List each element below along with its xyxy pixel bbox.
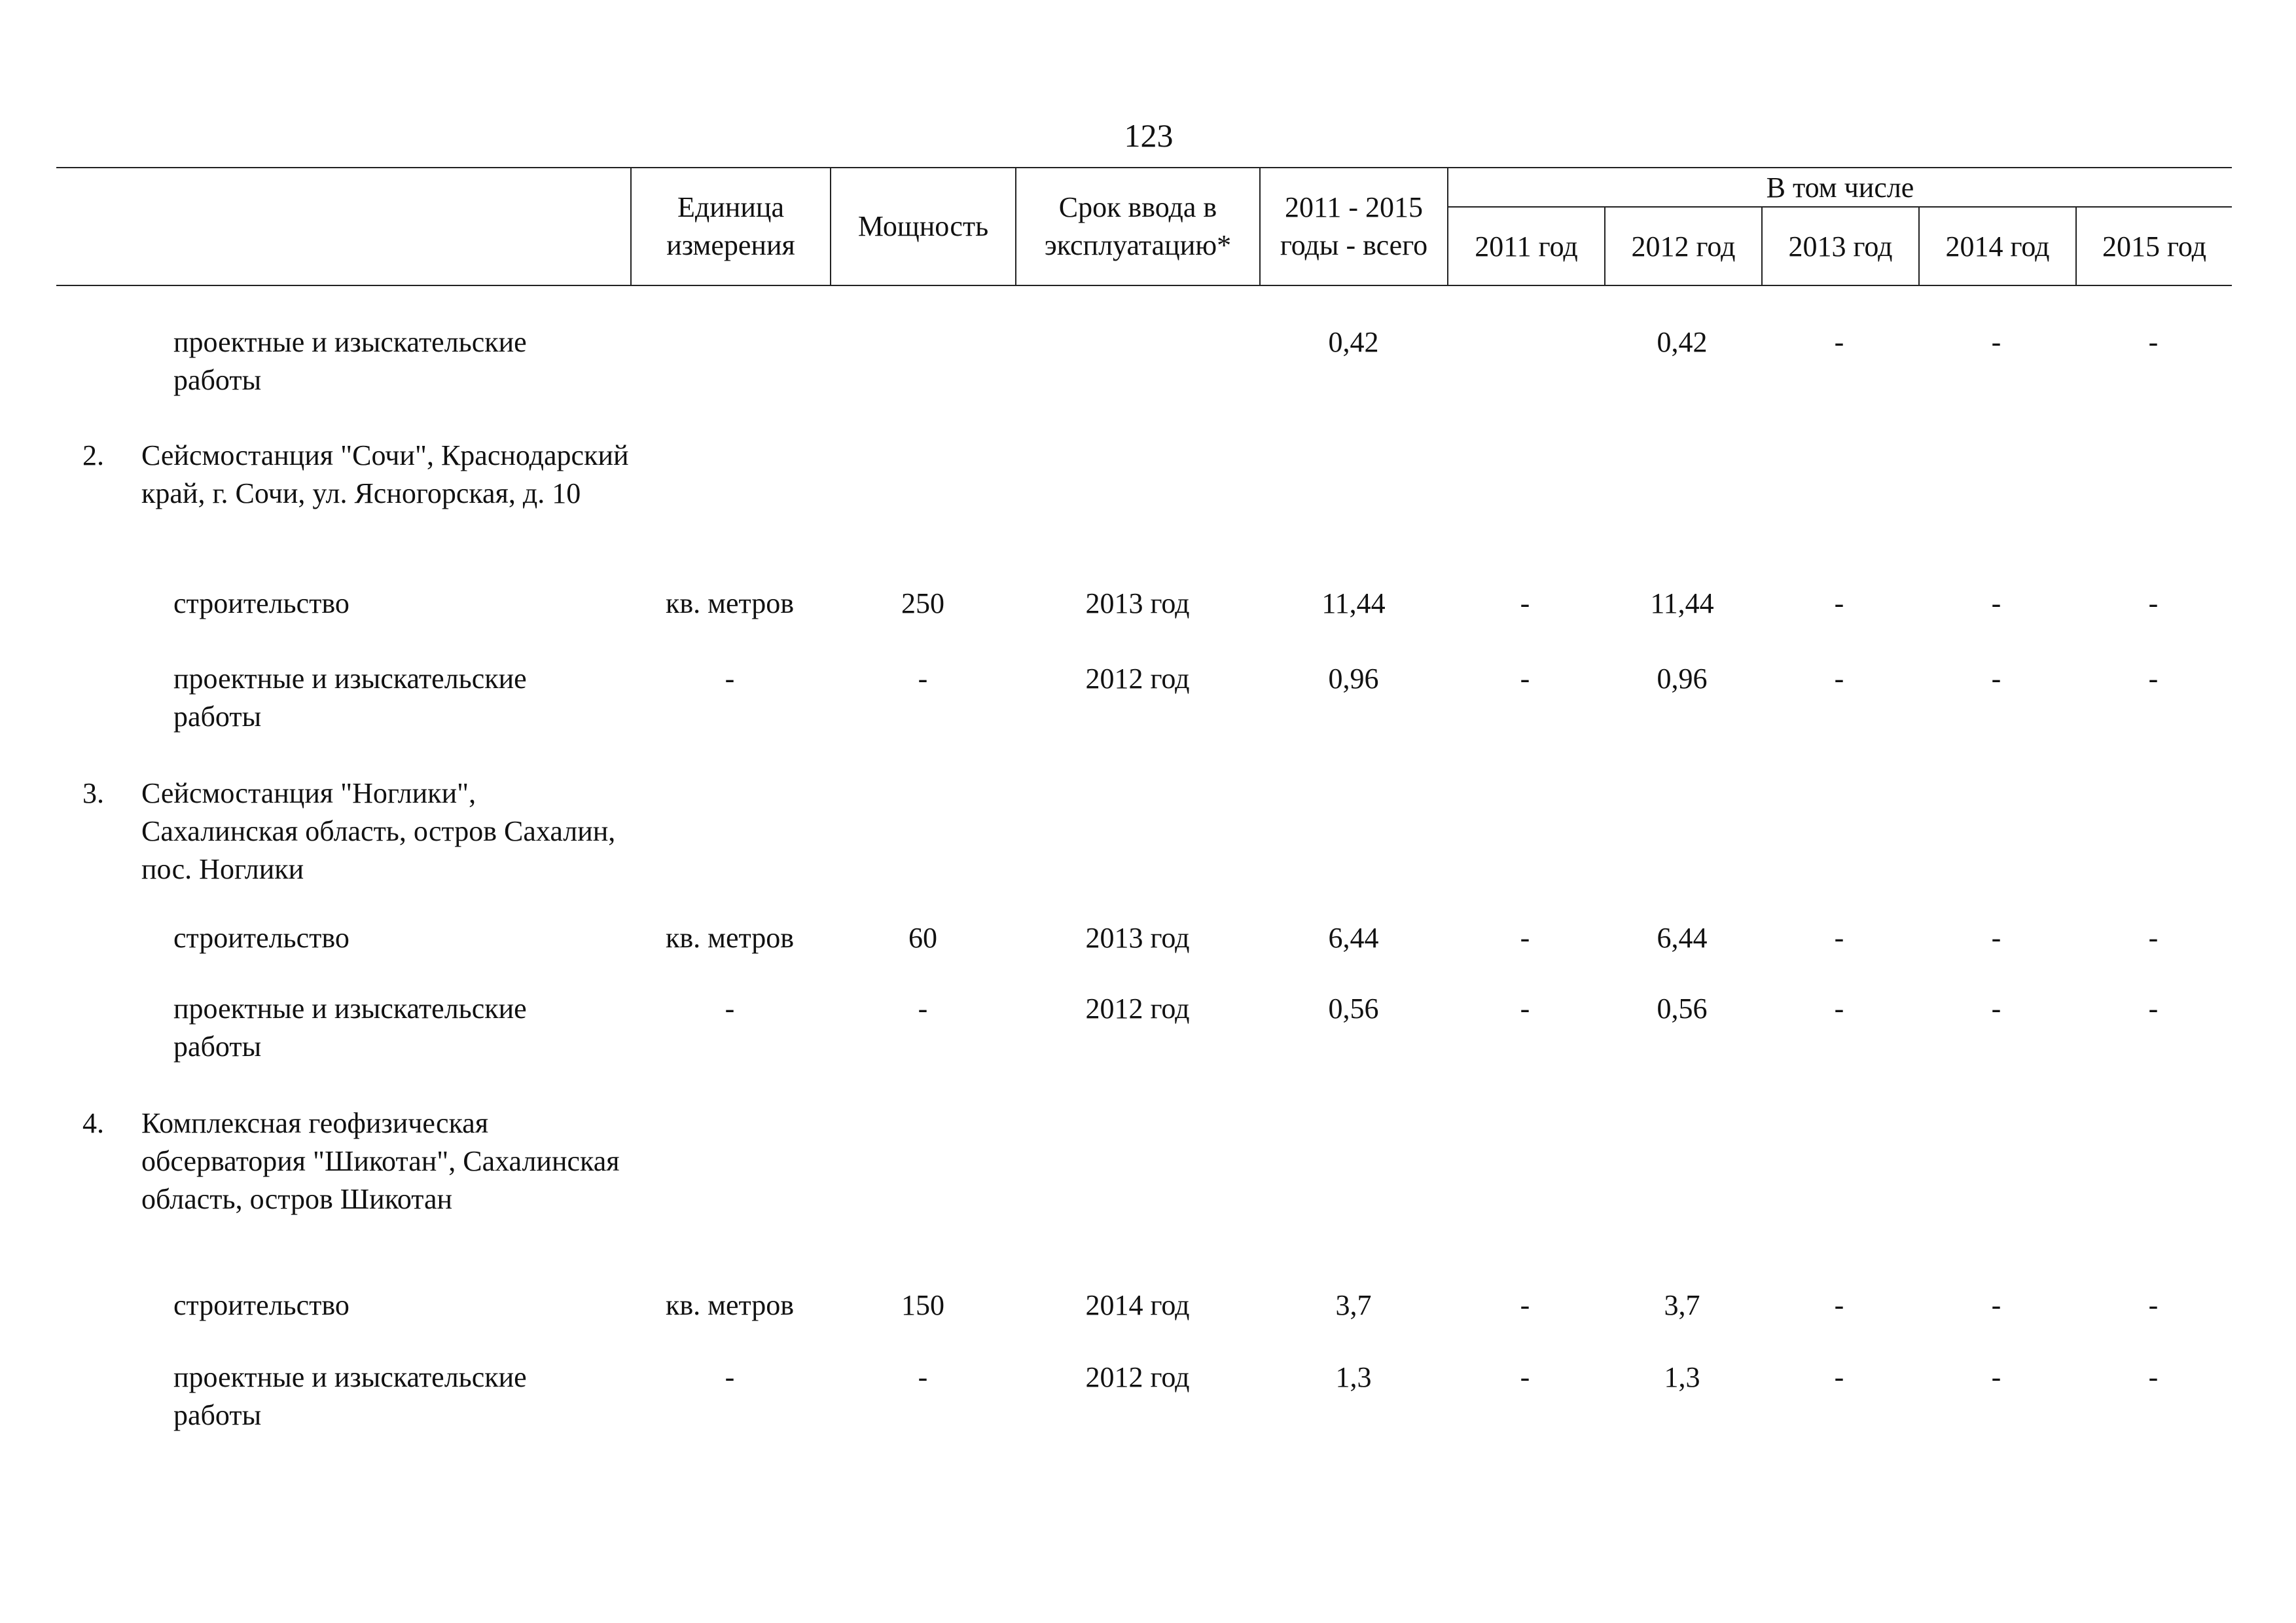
cell-2014: - [1991,587,2001,619]
object-number: 2. [82,439,104,471]
object-name: Сейсмостанция "Сочи", Краснодарский край, г. Сочи, ул. Ясногорская, д. 10 [141,439,629,509]
page-number: 123 [1124,117,1174,154]
cell-2015: - [2148,922,2159,954]
cell-2014: - [1991,663,2001,695]
header-term: Срок ввода в эксплуатацию* [1015,168,1259,285]
cell-2013: - [1834,326,1844,358]
header-group-including: В том числе [1447,168,2232,208]
cell-unit: - [725,663,735,695]
cell-2013: - [1834,587,1844,619]
cell-2014: - [1991,326,2001,358]
cell-unit: кв. метров [665,1289,795,1321]
cell-2012: 6,44 [1657,922,1708,954]
cell-capacity: 60 [908,922,937,954]
cell-2012: 0,96 [1657,663,1708,695]
cell-total: 3,7 [1335,1289,1372,1321]
cell-2014: - [1991,1361,2001,1393]
cell-capacity: - [918,1361,928,1393]
cell-2011: - [1520,663,1530,695]
table-header [56,167,2232,286]
cell-unit: - [725,993,735,1025]
cell-2014: - [1991,922,2001,954]
work-type: проектные и изыскательские работы [173,663,527,733]
cell-2015: - [2148,1289,2159,1321]
object-number: 4. [82,1107,104,1139]
cell-total: 6,44 [1328,922,1379,954]
cell-2011: - [1520,993,1530,1025]
header-year-2011: 2011 год [1447,208,1604,285]
cell-total: 0,56 [1328,993,1379,1025]
cell-2015: - [2148,663,2159,695]
cell-2011: - [1520,587,1530,619]
cell-capacity: - [918,663,928,695]
cell-term: 2014 год [1085,1289,1190,1321]
cell-total: 0,42 [1328,326,1379,358]
cell-2015: - [2148,993,2159,1025]
work-type: строительство [173,587,350,619]
work-type: проектные и изыскательские работы [173,326,527,396]
cell-2015: - [2148,587,2159,619]
work-type: строительство [173,922,350,954]
cell-2013: - [1834,922,1844,954]
cell-2013: - [1834,1361,1844,1393]
object-number: 3. [82,777,104,809]
header-year-2012: 2012 год [1604,208,1761,285]
cell-term: 2013 год [1085,587,1190,619]
cell-2014: - [1991,1289,2001,1321]
cell-2013: - [1834,1289,1844,1321]
cell-2014: - [1991,993,2001,1025]
cell-2013: - [1834,993,1844,1025]
cell-2011: - [1520,922,1530,954]
header-unit: Единица измерения [630,168,830,285]
header-year-2014: 2014 год [1918,208,2075,285]
header-capacity: Мощность [830,168,1015,285]
cell-total: 0,96 [1328,663,1379,695]
header-year-2015: 2015 год [2075,208,2232,285]
cell-term: 2012 год [1085,993,1190,1025]
cell-2011: - [1520,1361,1530,1393]
cell-2012: 3,7 [1664,1289,1700,1321]
cell-capacity: - [918,993,928,1025]
work-type: проектные и изыскательские работы [173,1361,527,1431]
work-type: строительство [173,1289,350,1321]
cell-total: 11,44 [1321,587,1386,619]
work-type: проектные и изыскательские работы [173,993,527,1063]
cell-2012: 11,44 [1650,587,1714,619]
cell-2015: - [2148,1361,2159,1393]
object-name: Комплексная геофизическая обсерватория "Шикотан", Сахалинская область, остров Шикотан [141,1107,620,1215]
object-name: Сейсмостанция "Ноглики", Сахалинская область, остров Сахалин, пос. Ноглики [141,777,616,885]
cell-unit: кв. метров [665,922,795,954]
cell-term: 2012 год [1085,1361,1190,1393]
cell-2015: - [2148,326,2159,358]
cell-total: 1,3 [1335,1361,1372,1393]
cell-capacity: 250 [901,587,944,619]
header-year-2013: 2013 год [1761,208,1918,285]
cell-2012: 0,56 [1657,993,1708,1025]
header-total: 2011 - 2015 годы - всего [1259,168,1447,285]
cell-2013: - [1834,663,1844,695]
cell-2011: - [1520,1289,1530,1321]
cell-2012: 0,42 [1657,326,1708,358]
cell-unit: - [725,1361,735,1393]
cell-unit: кв. метров [665,587,795,619]
cell-term: 2013 год [1085,922,1190,954]
cell-2012: 1,3 [1664,1361,1700,1393]
cell-term: 2012 год [1085,663,1190,695]
cell-capacity: 150 [901,1289,944,1321]
